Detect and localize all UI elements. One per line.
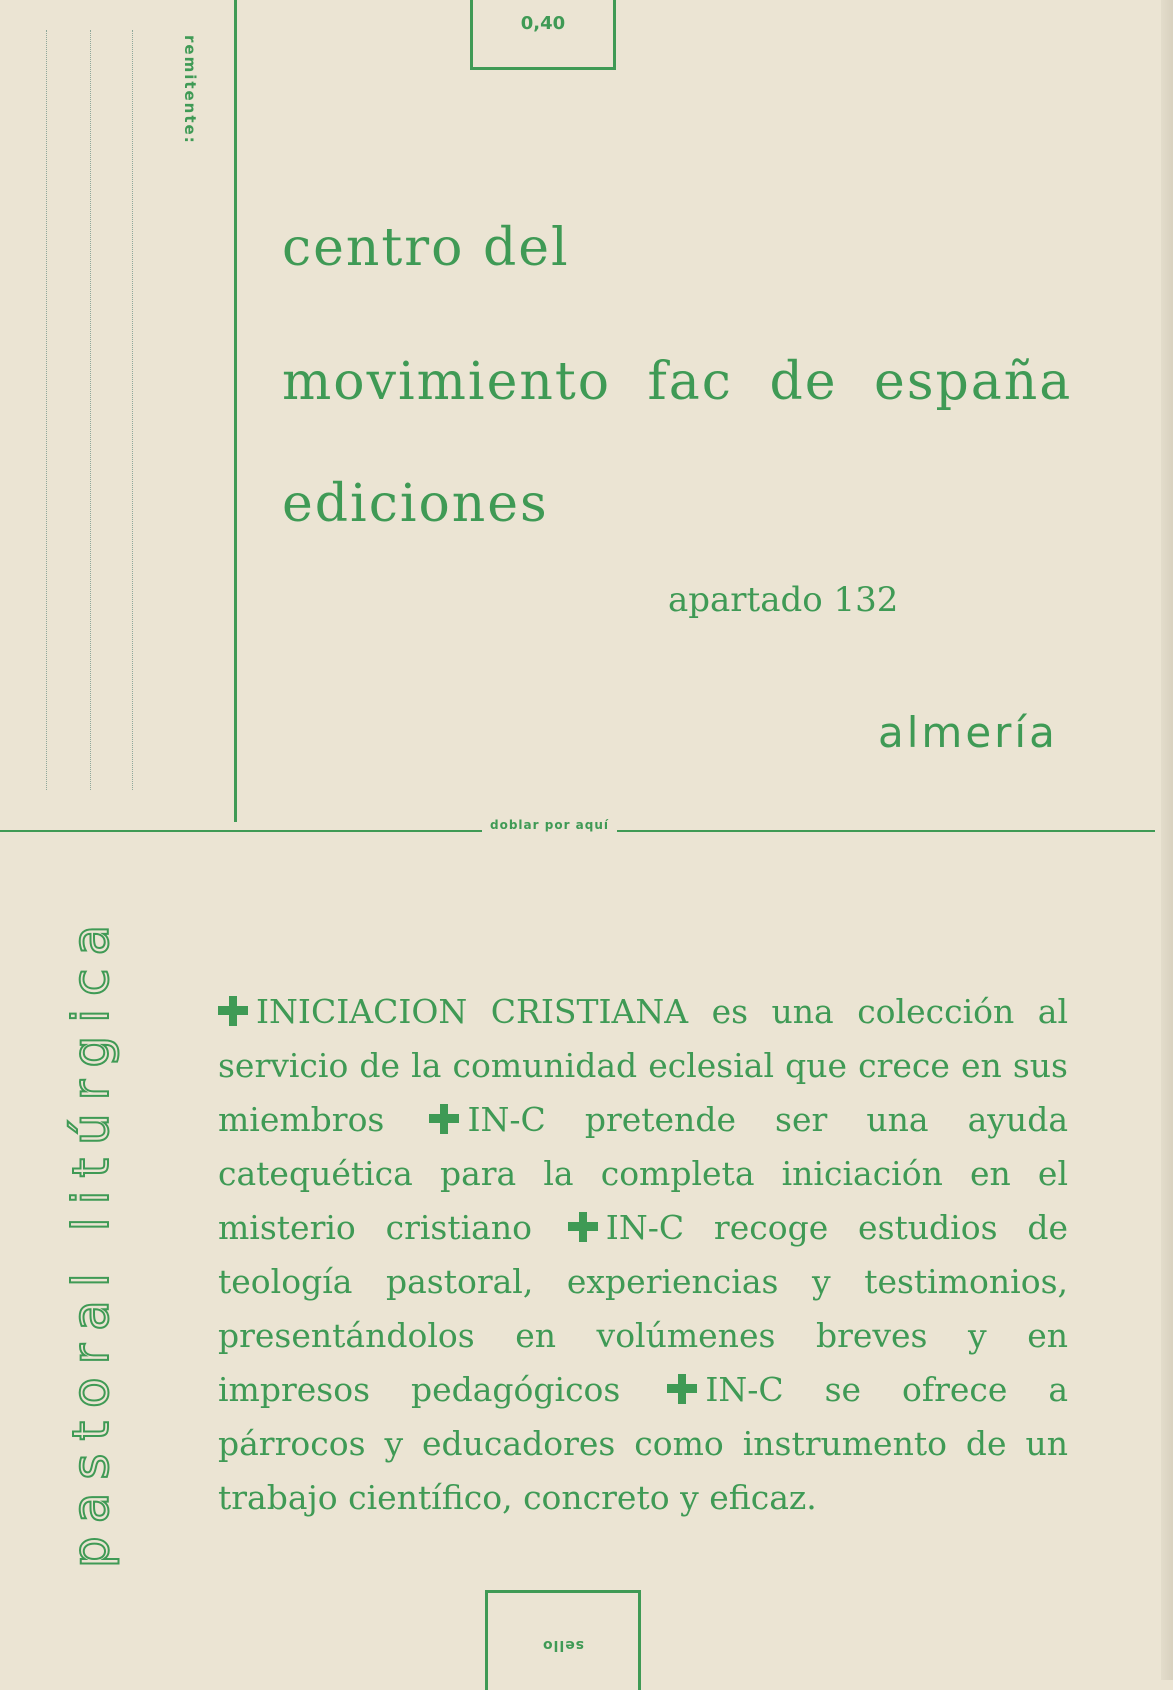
- stamp-area-label: sello: [541, 1637, 585, 1653]
- address-line-1: centro del: [282, 218, 570, 278]
- dotted-guide-line: [132, 30, 133, 790]
- cross-icon: [218, 996, 248, 1026]
- description-part-4: IN-C se ofrece a párrocos y educadores como instrumento de un trabajo científico, concreto y eficaz.: [218, 1370, 1068, 1517]
- cross-icon: [568, 1212, 598, 1242]
- cross-icon: [429, 1104, 459, 1134]
- stamp-area: [485, 1590, 641, 1690]
- fold-label: doblar por aquí: [482, 818, 617, 832]
- dotted-guide-line: [90, 30, 91, 790]
- cross-icon: [667, 1374, 697, 1404]
- address-line-2: movimiento fac de españa: [282, 352, 1073, 412]
- paper-edge: [1161, 0, 1173, 1680]
- address-city: almería: [878, 708, 1058, 757]
- postage-value: 0,40: [520, 13, 566, 34]
- address-line-3: ediciones: [282, 474, 549, 534]
- brand-title: pastoral litúrgica: [62, 911, 120, 1569]
- sender-label: remitente:: [181, 35, 199, 145]
- address-po-box: apartado 132: [668, 580, 899, 620]
- dotted-guide-line: [46, 30, 47, 790]
- description-part-3: IN-C recoge estudios de teología pastoral, experiencias y testimonios, presentándolos en volúmenes breves y en impresos pedagógicos: [218, 1208, 1068, 1409]
- collection-description: [218, 985, 1068, 1525]
- postage-box: [470, 0, 616, 70]
- description-part-1: INICIACION CRISTIANA es una colección al servicio de la comunidad eclesial que crece en sus miembros: [218, 992, 1068, 1139]
- description-part-2: IN-C pretende ser una ayuda catequética para la completa iniciación en el misterio cristiano: [218, 1100, 1068, 1247]
- address-divider: [234, 0, 237, 822]
